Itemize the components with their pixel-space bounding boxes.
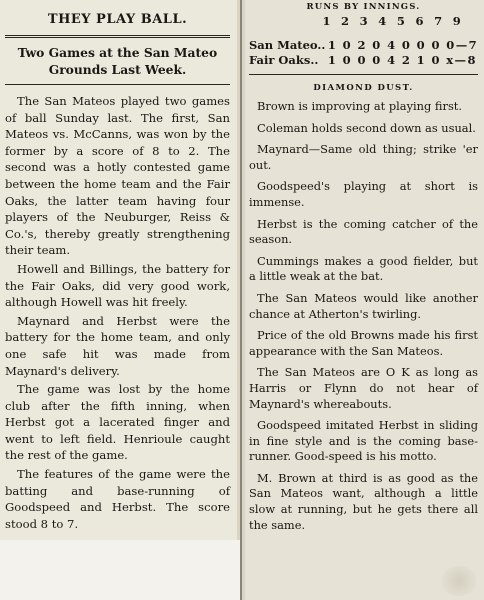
- article-paragraph: The San Mateos played two games of ball Sunday last. The first, San Mateos vs. McCanns, was won by the former by a score of 8 to 2. The second was a hotly contested game between the home team and the Fair Oaks, the latter team having four players of the Neuburger, Reiss & Co.'s, thereby greatly strengthening their team.: [5, 94, 230, 258]
- article-title: THEY PLAY BALL.: [47, 12, 188, 27]
- team-name: Fair Oaks..: [249, 53, 319, 67]
- column-rule: [240, 0, 242, 600]
- article-paragraph: The game was lost by the home club after the fifth inning, when Herbst got a lacerated finger and went to left field. Henrioule caught the rest of the game.: [5, 382, 230, 463]
- score-divider: [249, 74, 478, 75]
- article-paragraph: The features of the game were the batting and base-running of Goodspeed and Herbst. The score stood 8 to 7.: [5, 467, 230, 531]
- score-row: [249, 38, 478, 53]
- dust-item: Cummings makes a good fielder, but a little weak at the bat.: [249, 253, 478, 284]
- score-table: [249, 38, 478, 68]
- dust-item: The San Mateos are O K as long as Harris or Flynn do not hear of Maynard's whereabouts.: [249, 365, 478, 411]
- runs-by-innings-title: RUNS BY INNINGS.: [306, 2, 421, 12]
- innings-header: 1 2 3 4 5 6 7 9: [322, 14, 464, 28]
- title-divider: [5, 35, 230, 38]
- team-runs: 1 0 0 0 4 2 1 0 x—8: [327, 53, 477, 67]
- dust-item: Herbst is the coming catcher of the season.: [249, 216, 478, 247]
- team-runs: 1 0 2 0 4 0 0 0 0—7: [327, 38, 478, 52]
- dust-item: Coleman holds second down as usual.: [257, 120, 476, 135]
- box-score-column: [245, 0, 484, 600]
- dust-item: Maynard—Same old thing; strike 'er out.: [249, 142, 478, 172]
- article-paragraph: Howell and Billings, the battery for the Fair Oaks, did very good work, although Howell was hit freely.: [5, 261, 230, 310]
- subtitle-divider: [5, 84, 230, 85]
- diamond-dust-title: DIAMOND DUST.: [313, 83, 414, 93]
- score-row: [249, 53, 478, 68]
- dust-item: Goodspeed imitated Herbst in sliding in fine style and is the coming base-runner. Good-speed is his motto.: [249, 418, 478, 464]
- dust-item: Brown is improving at playing first.: [257, 99, 462, 113]
- dust-item: The San Mateos would like another chance at Atherton's twirling.: [249, 290, 478, 321]
- article-column: [0, 0, 237, 540]
- team-name: San Mateo..: [249, 38, 326, 52]
- article-paragraph: Maynard and Herbst were the battery for the home team, and only one safe hit was made from Maynard's delivery.: [5, 313, 230, 378]
- dust-item: Goodspeed's playing at short is immense.: [249, 179, 478, 209]
- dust-item: Price of the old Browns made his first appearance with the San Mateos.: [249, 328, 478, 358]
- watermark-stamp: [440, 566, 478, 596]
- dust-item: M. Brown at third is as good as the San Mateos want, although a little slow at running, but he gets there all the same.: [249, 470, 478, 532]
- article-subtitle: Two Games at the San Mateo Grounds Last Week.: [17, 45, 218, 77]
- page-margin: [0, 540, 240, 600]
